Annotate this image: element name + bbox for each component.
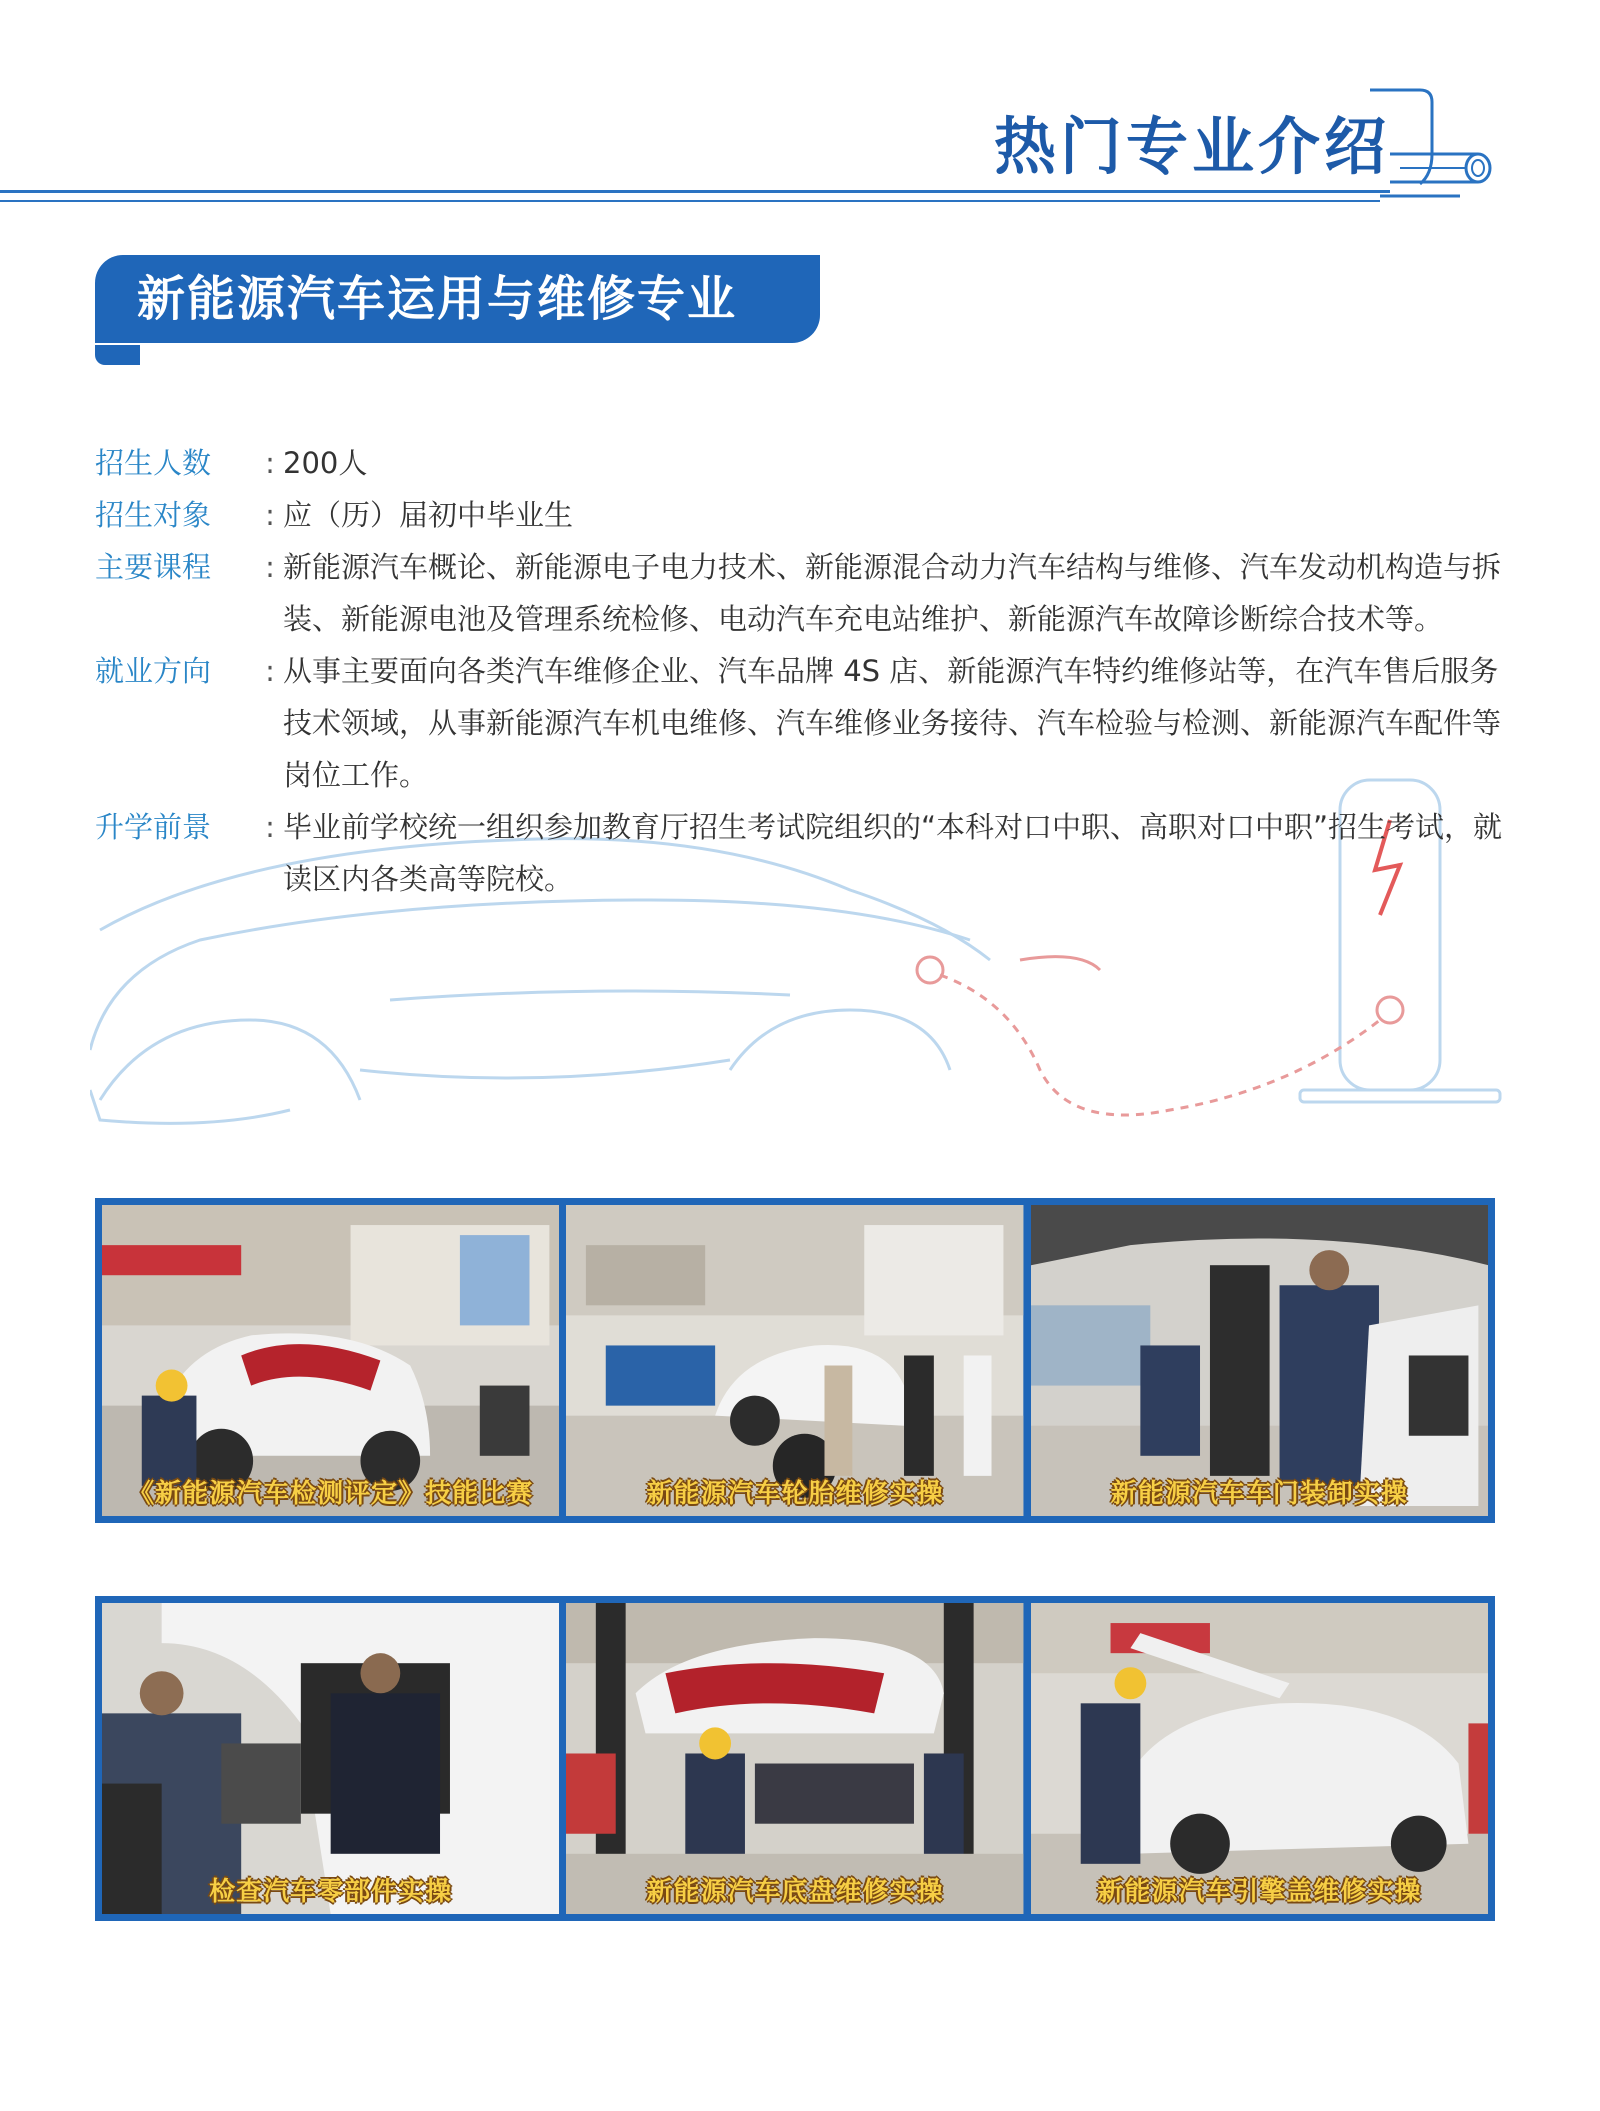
- photo-caption: 《新能源汽车检测评定》技能比赛: [128, 1479, 534, 1509]
- info-row-target: [95, 489, 1505, 541]
- info-colon: :: [265, 446, 275, 480]
- info-label: 招生对象: [95, 498, 212, 532]
- photo-caption: 检查汽车零部件实操: [209, 1877, 453, 1907]
- info-value: 200人: [283, 446, 368, 480]
- info-colon: :: [265, 654, 275, 688]
- photo-tire-repair: [566, 1205, 1023, 1516]
- page-title: 热门专业介绍: [993, 110, 1390, 183]
- info-row-enrollment: [95, 437, 1505, 489]
- banner-tab: [95, 345, 140, 365]
- workshop-photo-icon: [102, 1205, 559, 1516]
- photo-caption: 新能源汽车底盘维修实操: [646, 1877, 944, 1907]
- photo-door-assembly: [1031, 1205, 1488, 1516]
- header-rule: [0, 190, 1390, 193]
- photo-chassis-repair: [566, 1603, 1023, 1914]
- info-value: 毕业前学校统一组织参加教育厅招生考试院组织的“本科对口中职、高职对口中职”招生考试，就读区内各类高等院校。: [283, 810, 1503, 896]
- photo-grid-2: [95, 1596, 1495, 1921]
- workshop-photo-icon: [566, 1205, 1023, 1516]
- info-label: 招生人数: [95, 446, 212, 480]
- info-row-employment: [95, 645, 1505, 801]
- photo-caption: 新能源汽车车门装卸实操: [1110, 1479, 1408, 1509]
- workshop-photo-icon: [102, 1603, 559, 1914]
- info-value: 应（历）届初中毕业生: [283, 498, 574, 532]
- info-colon: :: [265, 810, 275, 844]
- info-row-further-study: [95, 801, 1505, 905]
- major-title: 新能源汽车运用与维修专业: [95, 255, 820, 343]
- photo-parts-inspection: [102, 1603, 559, 1914]
- photo-caption: 新能源汽车引擎盖维修实操: [1097, 1877, 1422, 1907]
- workshop-photo-icon: [1031, 1603, 1488, 1914]
- workshop-photo-icon: [566, 1603, 1023, 1914]
- photo-caption: 新能源汽车轮胎维修实操: [646, 1479, 944, 1509]
- info-row-courses: [95, 541, 1505, 645]
- info-label: 就业方向: [95, 654, 212, 688]
- info-colon: :: [265, 550, 275, 584]
- major-info: [95, 437, 1505, 905]
- photo-hood-repair: [1031, 1603, 1488, 1914]
- info-colon: :: [265, 498, 275, 532]
- info-value: 新能源汽车概论、新能源电子电力技术、新能源混合动力汽车结构与维修、汽车发动机构造与拆装、新能源电池及管理系统检修、电动汽车充电站维护、新能源汽车故障诊断综合技术等。: [283, 550, 1502, 636]
- workshop-photo-icon: [1031, 1205, 1488, 1516]
- photo-grid-1: [95, 1198, 1495, 1523]
- photo-skills-competition: [102, 1205, 559, 1516]
- scroll-ornament-icon: [1360, 84, 1510, 214]
- info-value: 从事主要面向各类汽车维修企业、汽车品牌 4S 店、新能源汽车特约维修站等，在汽车售后服务技术领域，从事新能源汽车机电维修、汽车维修业务接待、汽车检验与检测、新能源汽车配件等岗位工作。: [283, 654, 1502, 792]
- info-label: 升学前景: [95, 810, 212, 844]
- info-label: 主要课程: [95, 550, 212, 584]
- header-rule-thin: [0, 200, 1380, 202]
